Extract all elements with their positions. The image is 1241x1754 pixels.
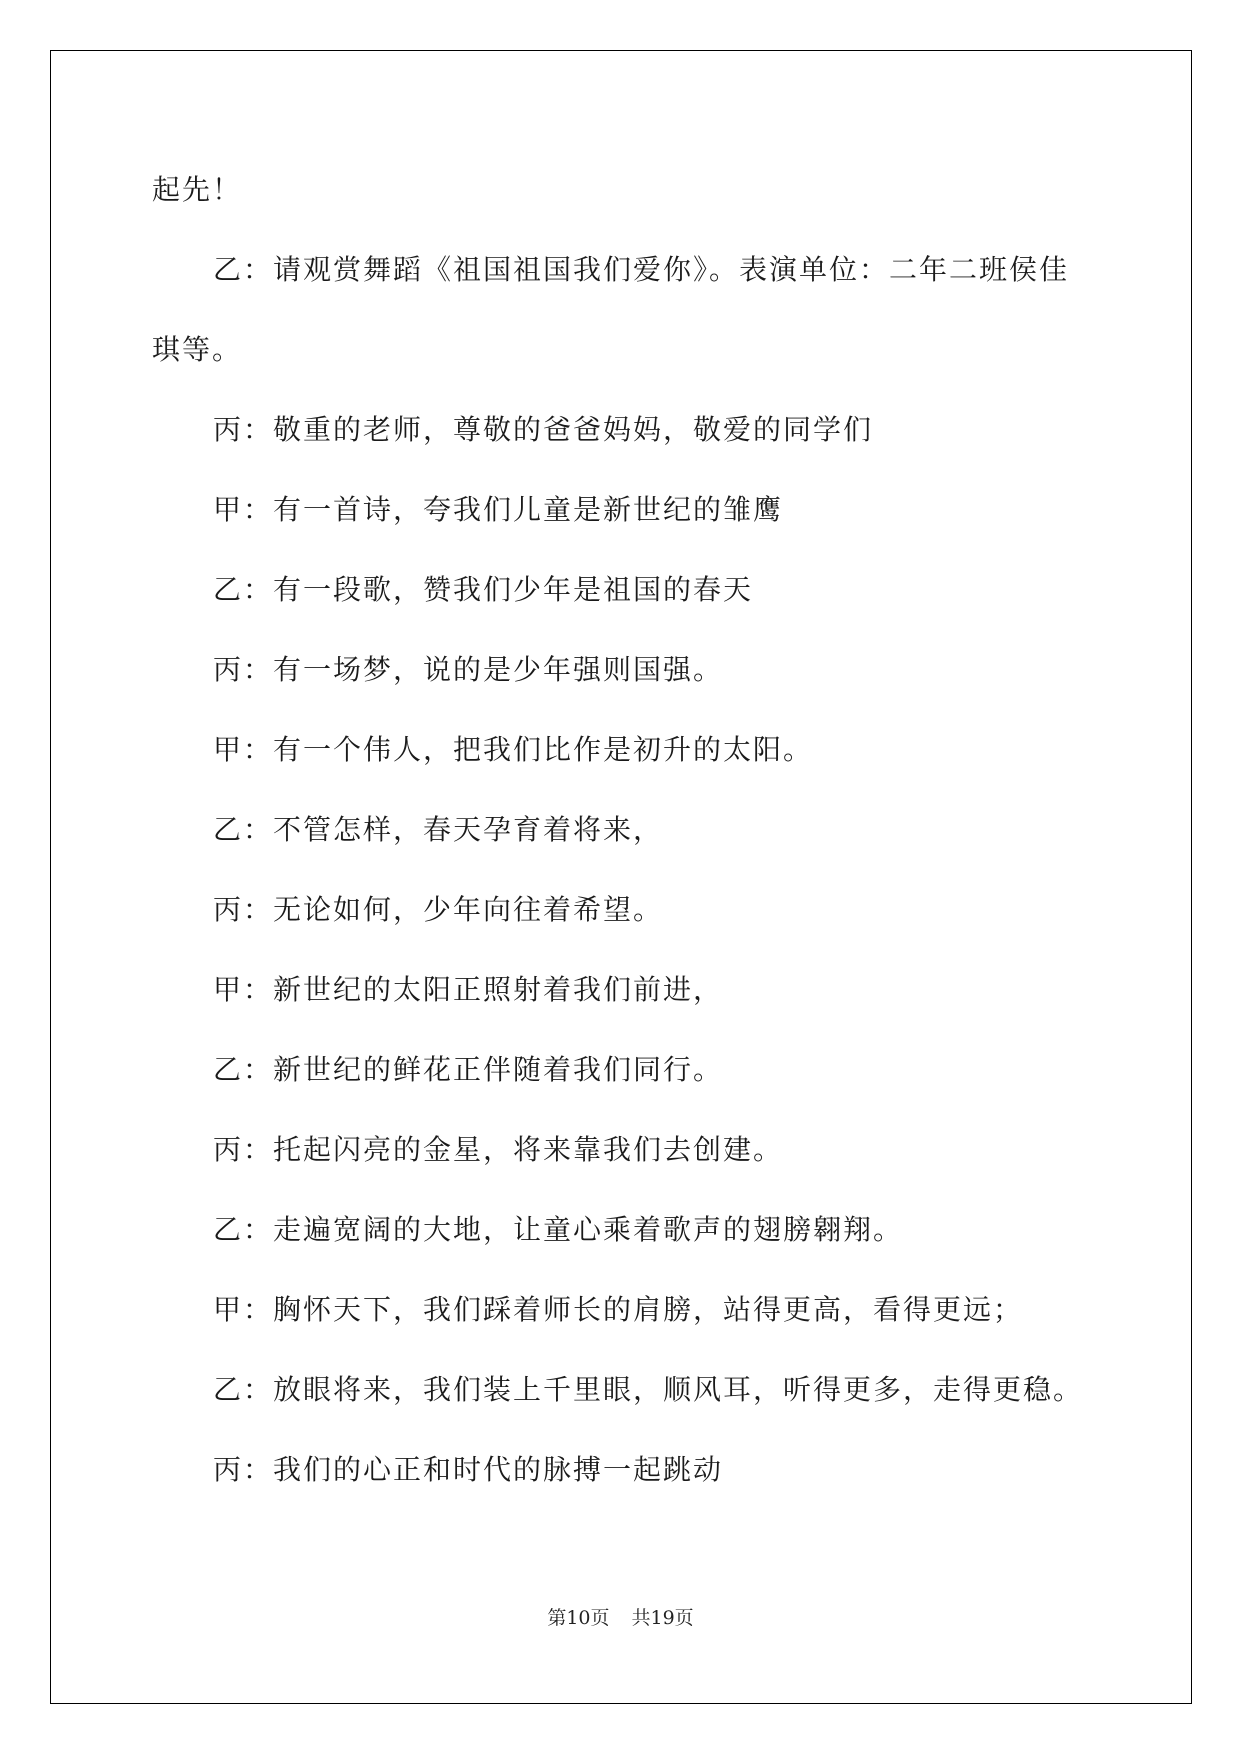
text-line: 甲：胸怀天下，我们踩着师长的肩膀，站得更高，看得更远； [213, 1293, 1024, 1326]
text-line: 丙：托起闪亮的金星，将来靠我们去创建。 [213, 1133, 784, 1166]
text-line: 乙：放眼将来，我们装上千里眼，顺风耳，听得更多，走得更稳。 [213, 1373, 1084, 1406]
text-line: 乙：走遍宽阔的大地，让童心乘着歌声的翅膀翱翔。 [213, 1213, 904, 1246]
text-line: 乙：新世纪的鲜花正伴随着我们同行。 [213, 1053, 724, 1086]
text-line: 丙：无论如何，少年向往着希望。 [213, 893, 664, 926]
current-page-label: 第10页 [547, 1607, 610, 1629]
text-line: 丙：我们的心正和时代的脉搏一起跳动 [213, 1453, 724, 1486]
total-pages-label: 共19页 [631, 1607, 694, 1629]
text-line: 甲：新世纪的太阳正照射着我们前进， [213, 973, 724, 1006]
text-line: 琪等。 [152, 333, 243, 366]
text-line: 甲：有一首诗，夸我们儿童是新世纪的雏鹰 [213, 493, 784, 526]
text-line: 乙：请观赏舞蹈《祖国祖国我们爱你》。表演单位：二年二班侯佳 [213, 253, 1070, 286]
page-footer [0, 1606, 1241, 1630]
text-line: 甲：有一个伟人，把我们比作是初升的太阳。 [213, 733, 814, 766]
text-line: 丙：有一场梦，说的是少年强则国强。 [213, 653, 724, 686]
text-line: 乙：不管怎样，春天孕育着将来， [213, 813, 664, 846]
text-line: 起先！ [152, 173, 243, 206]
text-line: 丙：敬重的老师，尊敬的爸爸妈妈，敬爱的同学们 [213, 413, 874, 446]
text-line: 乙：有一段歌，赞我们少年是祖国的春天 [213, 573, 754, 606]
